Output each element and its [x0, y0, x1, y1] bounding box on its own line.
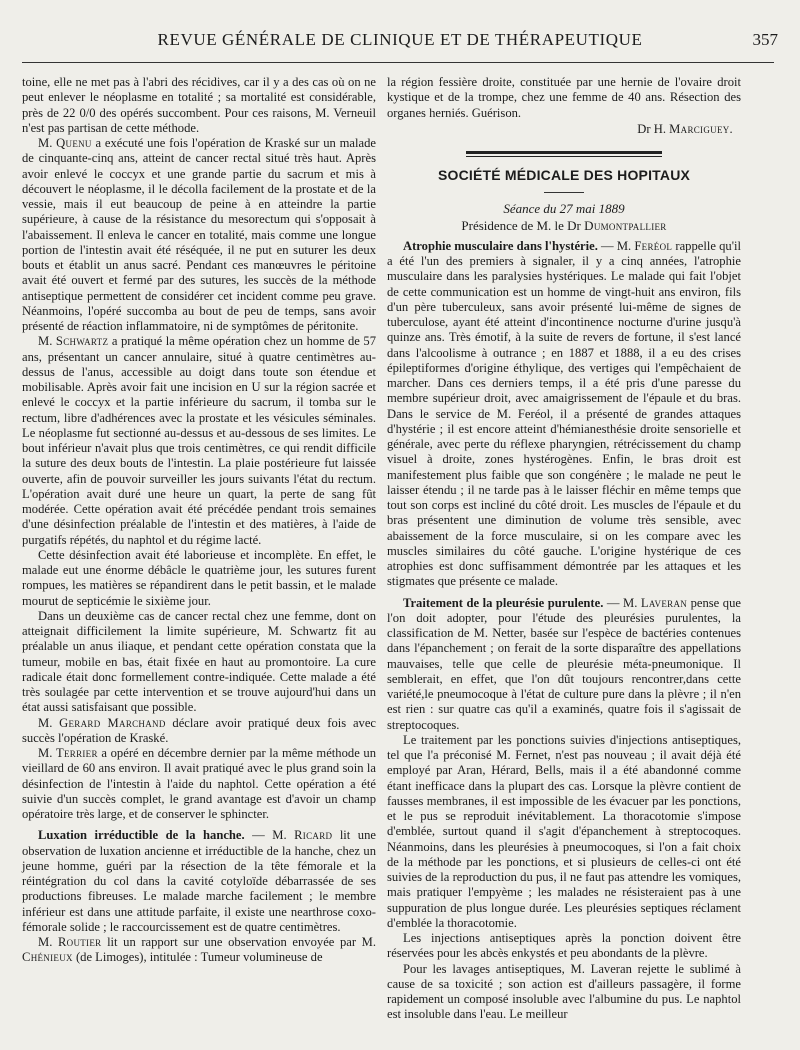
- left-column: [22, 75, 376, 966]
- section-title: Atrophie musculaire dans l'hystérie.: [403, 238, 598, 253]
- running-title: REVUE GÉNÉRALE DE CLINIQUE ET DE THÉRAPEUTIQUE: [157, 30, 643, 49]
- header-rule: [22, 62, 774, 63]
- paragraph: M. Terrier a opéré en décembre dernier par la même méthode un vieillard de 60 ans environ. Il avait pratiqué avec le plus grand soin la désinfection de l'intestin à l'aide du naphtol. Cette opération a été suivie d'un succès complet, le grand avantage est d'avoir un champ opératoire très large, et de conserver le sphincter.: [22, 746, 377, 821]
- author-name: Gerard Marchand: [59, 715, 166, 730]
- author-name: Quenu: [56, 136, 92, 150]
- author-name: Terrier: [55, 746, 98, 760]
- society-title: SOCIÉTÉ MÉDICALE DES HOPITAUX: [437, 167, 691, 183]
- author-name: Laveran: [640, 595, 688, 610]
- signature: Dr H. Marciguey.: [637, 121, 733, 136]
- paragraph: M. Routier lit un rapport sur une observation envoyée par M. Chénieux (de Limoges), intitulée : Tumeur volumineuse de: [22, 935, 376, 965]
- paragraph: M. Quenu a exécuté une fois l'opération de Kraské sur un malade de cinquante-cinq ans, atteint de cancer rectal situé très haut. Après avoir enlevé le coccyx et une grande partie du sacrum et mis à découvert le néoplasme, il le décolla facilement de la prostate et de la vessie, mais il eut beaucoup de peine à en atteindre la partie supérieure, à cause de la résistance du mesorectum qui s'opposait à l'abaissement. Il enleva le cancer en totalité, mais comme une longue portion de l'intestin avait été réséquée, il ne put en suturer les deux bouts et établit un anus sacré. Pendant ces manœuvres le péritoine avait été ouvert et fermé par des sutures, les succès de la méthode antiseptique permettent de considérer cet incident comme peu grave. Néanmoins, l'opéré succomba au bout de peu de temps, sans avoir présenté de réaction inflammatoire, ni de symptômes de péritonite.: [22, 136, 376, 333]
- short-rule: [544, 192, 584, 193]
- author-name: Schwartz: [55, 334, 109, 349]
- paragraph: Dans un deuxième cas de cancer rectal chez une femme, dont on atteignait difficilement la limite supérieure, M. Schwartz fit au préalable un anus iliaque, et pendant cette opération constata que la tumeur, mobile en bas, était fixée en haut au promontoire. La cure radicale était donc formellement contre-indiquée. Cette malade a été très soulagée par cette intervention et se trouve aujourd'hui dans un état aussi satisfaisant que possible.: [22, 608, 376, 715]
- paragraph: M. Schwartz a pratiqué la même opération chez un homme de 57 ans, présentant un cancer annulaire, situé à quatre centimètres au-dessus de l'anus, accessible au doigt dans toute son étendue et mobilisable. Après avoir fait une incision en U sur la région sacrée et enlevé le coccyx et la partie inférieure du sacrum, il tomba sur le rectum, libre d'adhérences avec la prostate et les vésicules séminales. Le néoplasme fut sectionné au-dessus et au-dessous de ses limites. Le bout inférieur n'avait plus que trois centimètres, ce qui rendit difficile la suture des deux bouts de l'intestin. La plaie postérieure fut laissée ouverte, afin de pouvoir surveiller les jours suivants l'état du rectum. L'opération avait duré une heure un quart, la perte de sang fût modérée. Cette opération avait été précédée pendant trois semaines d'une désinfection préalable de l'intestin et des matières, à l'aide de purgatifs répétés, du naphtol et du régime lacté.: [22, 334, 376, 547]
- right-column: [387, 75, 741, 1023]
- section-title: Traitement de la pleurésie purulente.: [403, 595, 604, 610]
- presidency: Présidence de M. le Dr Dumontpallier: [461, 217, 667, 233]
- section-separator: [466, 151, 662, 157]
- paragraph: la région fessière droite, constituée par une hernie de l'ovaire droit kystique et de la trompe, chez une femme de 40 ans. Résection des organes herniés. Guérison.: [387, 75, 741, 120]
- page-number: 357: [752, 30, 778, 49]
- paragraph: Luxation irréductible de la hanche. — M. Ricard lit une observation de luxation ancienne et irréductible de la hanche, chez un jeune homme, guéri par la résection de la tête fémorale et la réintégration du col dans la cavité cotyloïde débarrassée de ses productions fibreuses. Le malade marche facilement ; le membre inférieur est dans une attitude parfaite, il existe une nearthrose coxo-fémorale solide ; le raccourcissement est de quatre centimètres.: [22, 828, 376, 934]
- paragraph: Le traitement par les ponctions suivies d'injections antiseptiques, tel que l'a préconisé M. Fernet, n'est pas nouveau ; il avait déjà été employé par Aran, Hérard, Bells, mais il a été abandonné comme étant inefficace dans la plupart des cas. Lorsque la plèvre contient de fausses membranes, il est impossible de les évacuer par les ponctions, et le pus se reproduit inévitablement. La thoracotomie s'impose d'emblée, surtout quand il s'agit d'épanchement à streptocoques. Néanmoins, dans les pleurésies à pneumocoques, si l'on a fait choix de la méthode par les ponctions, et si plusieurs de celles-ci ont été suivies de la reproduction du pus, il ne faut pas attendre les vomiques, mais pratiquer l'empyème ; les malades ne résisteraient pas à une suppuration de plus longue durée. Les pleurésies septiques réclament d'emblée la thoracotomie.: [387, 732, 741, 930]
- author-name: Feréol: [634, 238, 673, 253]
- author-name: Ricard: [294, 828, 333, 843]
- paragraph: Traitement de la pleurésie purulente. — M. Laveran pense que l'on doit adopter, pour l'étude des pleurésies purulentes, la classification de M. Netter, basée sur l'espèce de bactéries contenues dans l'épanchement ; on ferait de la sorte disparaître des appellations mauvaises, telle que celle de pleurésie méta-pneumonique. Il semblerait, en effet, que l'on dût toujours rencontrer,dans cette variété,le pneumocoque à l'état de culture pure dans la plèvre ; il n'en est rien : sur quatre cas qu'il a examinés, quatre fois il s'agissait de streptocoques.: [387, 595, 741, 732]
- paragraph: Cette désinfection avait été laborieuse et incomplète. En effet, le malade eut une énorme débâcle le quatrième jour, les sutures furent rompues, les matières se répandirent dans le petit bassin, et le malade mourut de septicémie le sixième jour.: [22, 547, 376, 608]
- session-date: Séance du 27 mai 1889: [503, 201, 625, 217]
- paragraph: M. Gerard Marchand déclare avoir pratiqué deux fois avec succès l'opération de Kraské.: [22, 715, 377, 745]
- page-header: [18, 28, 782, 54]
- paragraph: toine, elle ne met pas à l'abri des récidives, car il y a des cas où on ne peut enlever le néoplasme en totalité ; sa mortalité est considérable, près de 22 0/0 des opérés succombent. Pour ces raisons, M. Verneuil n'est pas partisan de cette méthode.: [22, 75, 376, 135]
- section-title: Luxation irréductible de la hanche.: [38, 828, 245, 843]
- author-name: Chénieux: [22, 950, 73, 965]
- paragraph: Pour les lavages antiseptiques, M. Laveran rejette le sublimé à cause de sa toxicité ; son action est d'ailleurs passagère, il forme rapidement un composé insoluble avec l'albumine du pus. Le naphtol est insoluble dans l'eau. Le meilleur: [387, 961, 741, 1022]
- paragraph: Atrophie musculaire dans l'hystérie. — M. Feréol rappelle qu'il a été l'un des premiers à signaler, il y a cinq années, l'atrophie musculaire dans les paralysies hystériques. Le malade qui fait l'objet de cette communication est un homme de vingt-huit ans environ, fils d'un père tuberculeux, sans avoir présenté lui-même de signes de tuberculose, ayant été atteint d'incontinence nocturne d'urine jusqu'à quinze ans. Très émotif, à la suite de revers de fortune, il s'est lancé dans l'alcoolisme à outrance ; en 1887 et 1888, il a eu des crises épileptiformes d'origine éthylique, des vertiges qui l'empêchaient de marcher. Dans ces derniers temps, il a été pris d'une paresse du membre supérieur droit, avec amaigrissement de l'épaule et du bras. Dans le service de M. Feréol, il a présenté de grandes attaques d'hystérie ; il est encore atteint d'hémianesthésie droite sensorielle et générale, avec perte du réflexe pharyngien, rétrécissement du champ visuel à droite, zones hystérogènes. Enfin, le bras droit est manifestement plus faible que son congénère ; le malade ne peut le laisser étendu ; il ne tarde pas à le laisser fléchir en même temps que tout son corps est incliné du côté droit. Les muscles de l'épaule et du bras présentent une diminution de volume très sensible, avec abaissement de la force musculaire, si on les compare avec les muscles similaires du côté gauche. L'origine hystérique de ces atrophies est donc suffisamment démontrée par les attaques et les stigmates que présente ce malade.: [387, 238, 741, 589]
- paragraph: Les injections antiseptiques après la ponction doivent être réservées pour les abcès enkystés et peu abondants de la plèvre.: [387, 931, 741, 961]
- author-name: Routier: [57, 935, 102, 949]
